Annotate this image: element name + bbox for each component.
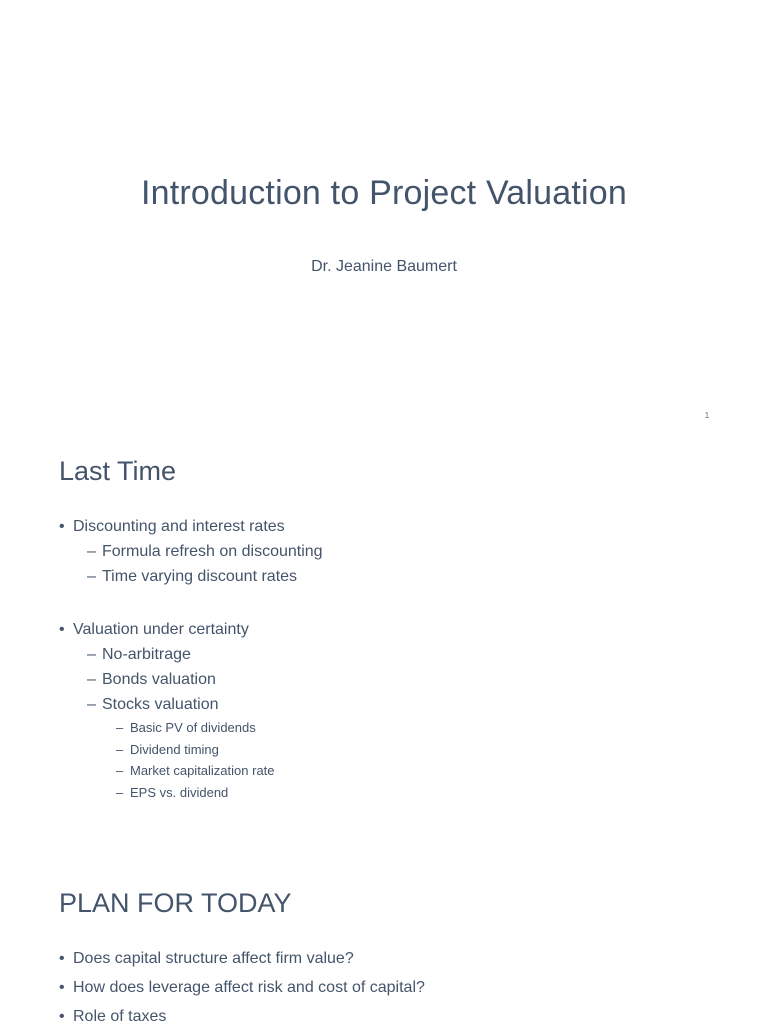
sub-bullet-item: – Time varying discount rates	[59, 564, 323, 589]
bullet-item: • Role of taxes	[59, 1002, 425, 1024]
slide-title: PLAN FOR TODAY	[59, 888, 292, 918]
sub-bullet-item: – No-arbitrage	[59, 642, 323, 667]
sub-sub-bullet-item: – Market capitalization rate	[59, 760, 323, 782]
plan-for-today-slide	[0, 864, 768, 1024]
author-name: Dr. Jeanine Baumert	[311, 258, 457, 275]
sub-bullet-item: – Stocks valuation	[59, 692, 323, 717]
presentation-title: Introduction to Project Valuation	[140, 174, 628, 212]
sub-bullet-item: – Bonds valuation	[59, 667, 323, 692]
bullet-item: • How does leverage affect risk and cost of capital?	[59, 973, 425, 1002]
bullet-item: • Does capital structure affect firm value?	[59, 944, 425, 973]
sub-sub-bullet-item: – EPS vs. dividend	[59, 782, 323, 804]
bullet-list	[59, 944, 425, 1024]
sub-sub-bullet-item: – Dividend timing	[59, 739, 323, 761]
slide-title: Last Time	[59, 456, 177, 486]
sub-bullet-item: – Formula refresh on discounting	[59, 539, 323, 564]
title-slide	[0, 0, 768, 432]
bullet-item: • Valuation under certainty	[59, 617, 323, 642]
bullet-spacer	[59, 589, 323, 617]
last-time-slide	[0, 432, 768, 864]
sub-sub-bullet-item: – Basic PV of dividends	[59, 717, 323, 739]
bullet-item: • Discounting and interest rates	[59, 514, 323, 539]
page-number: 1	[704, 411, 710, 420]
bullet-list	[59, 514, 323, 803]
